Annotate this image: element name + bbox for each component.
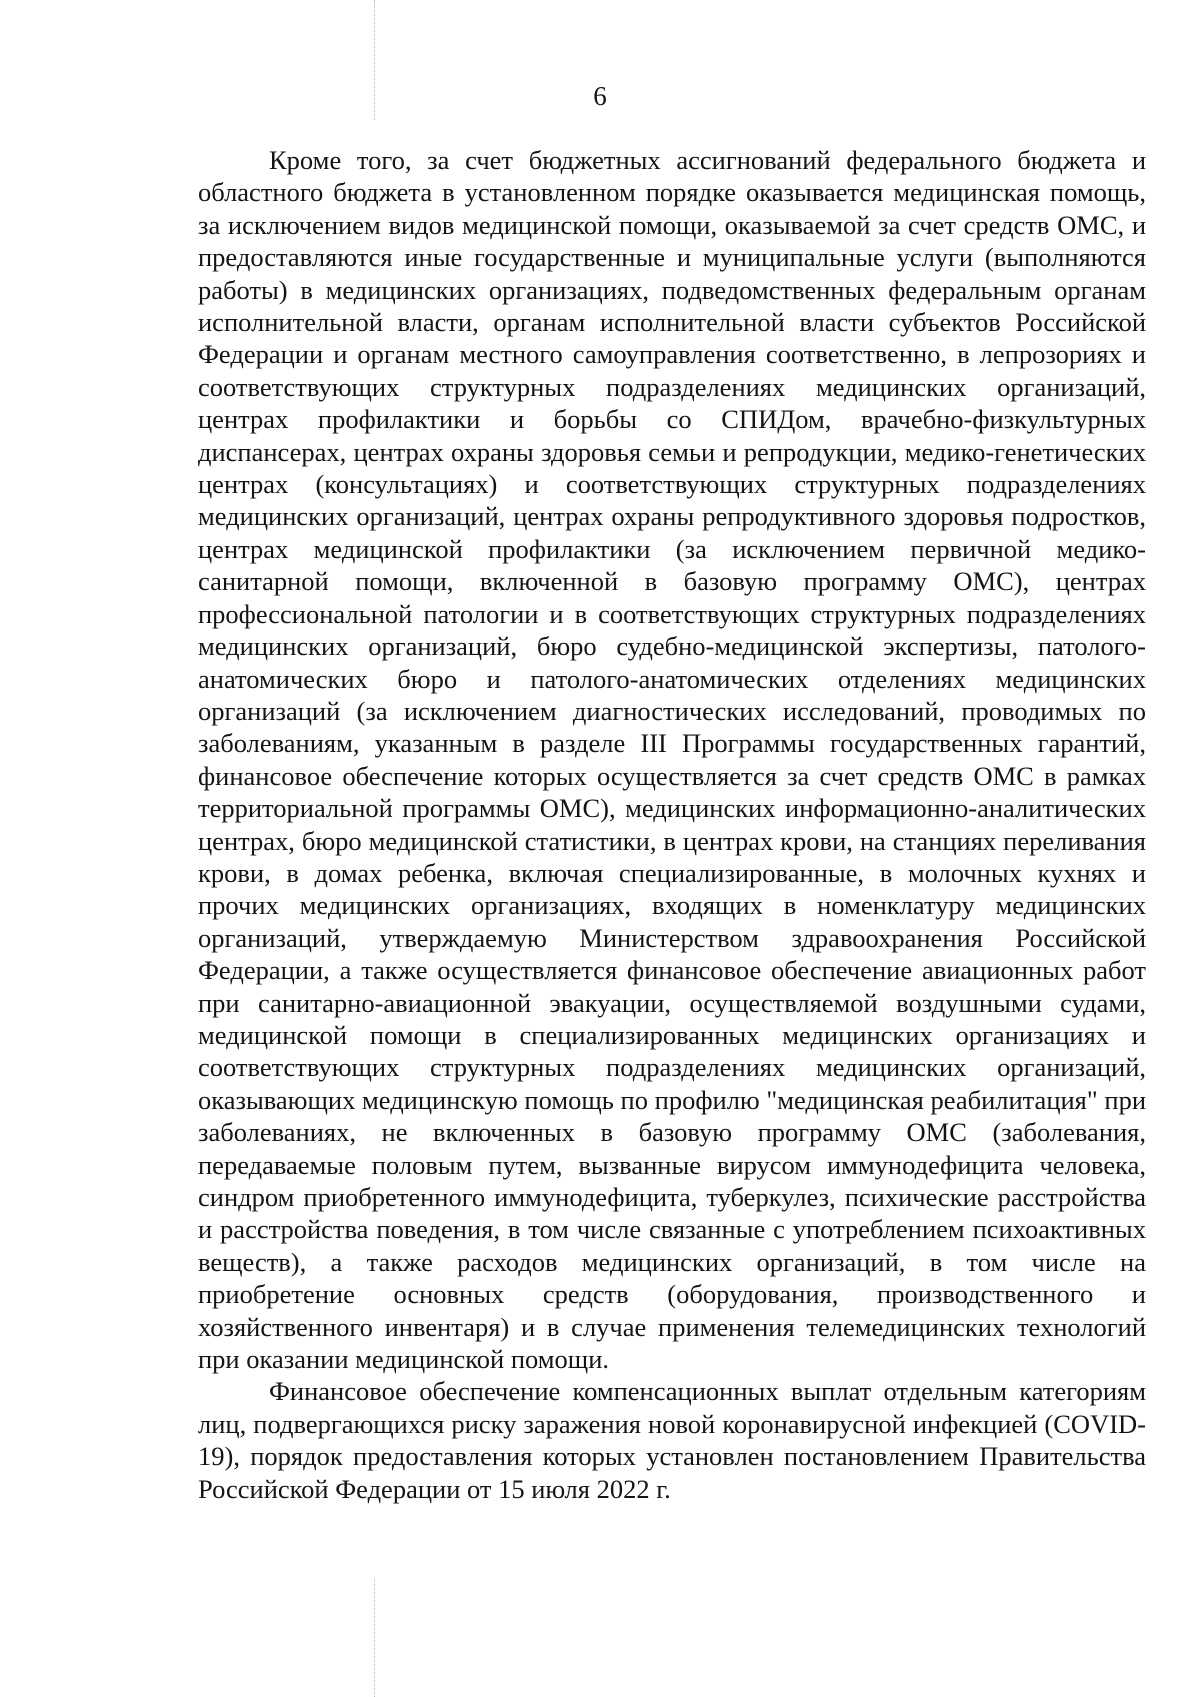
document-body <box>198 144 1146 1505</box>
scan-fold-mark-bottom <box>374 1578 375 1697</box>
paragraph-compensation-payments: Финансовое обеспечение компенсационных выплат отдельным категориям лиц, подвергающихся риску заражения новой коронавирусной инфекцией (COVID-19), порядок предоставления которых установлен постановлением Правительства Российской Федерации от 15 июля 2022 г. <box>198 1376 1146 1504</box>
page-number: 6 <box>593 81 607 111</box>
paragraph-budget-funding: Кроме того, за счет бюджетных ассигнований федерального бюджета и областного бюджета в установленном порядке оказывается медицинская помощь, за исключением видов медицинской помощи, оказываемой за счет средств ОМС, и предоставляются иные государственные и муниципальные услуги (выполняются работы) в медицинских организациях, подведомственных федеральным органам исполнительной власти, органам исполнительной власти субъектов Российской Федерации и органам местного самоуправления соответственно, в лепрозориях и соответствующих структурных подразделениях медицинских организаций, центрах профилактики и борьбы со СПИДом, врачебно-физкультурных диспансерах, центрах охраны здоровья семьи и репродукции, медико-генетических центрах (консультациях) и соответствующих структурных подразделениях медицинских организаций, центрах охраны репродуктивного здоровья подростков, центрах медицинской профилактики (за исключением первичной медико-санитарной помощи, включенной в базовую программу ОМС), центрах профессиональной патологии и в соответствующих структурных подразделениях медицинских организаций, бюро судебно-медицинской экспертизы, патолого-анатомических бюро и патолого-анатомических отделениях медицинских организаций (за исключением диагностических исследований, проводимых по заболеваниям, указанным в разделе III Программы государственных гарантий, финансовое обеспечение которых осуществляется за счет средств ОМС в рамках территориальной программы ОМС), медицинских информационно-аналитических центрах, бюро медицинской статистики, в центрах крови, на станциях переливания крови, в домах ребенка, включая специализированные, в молочных кухнях и прочих медицинских организациях, входящих в номенклатуру медицинских организаций, утверждаемую Министерством здравоохранения Российской Федерации, а также осуществляется финансовое обеспечение авиационных работ при санитарно-авиационной эвакуации, осуществляемой воздушными судами, медицинской помощи в специализированных медицинских организациях и соответствующих структурных подразделениях медицинских организаций, оказывающих медицинскую помощь по профилю "медицинская реабилитация" при заболеваниях, не включенных в базовую программу ОМС (заболевания, передаваемые половым путем, вызванные вирусом иммунодефицита человека, синдром приобретенного иммунодефицита, туберкулез, психические расстройства и расстройства поведения, в том числе связанные с употреблением психоактивных веществ), а также расходов медицинских организаций, в том числе на приобретение основных средств (оборудования, производственного и хозяйственного инвентаря) и в случае применения телемедицинских технологий при оказании медицинской помощи. <box>198 145 1146 1375</box>
